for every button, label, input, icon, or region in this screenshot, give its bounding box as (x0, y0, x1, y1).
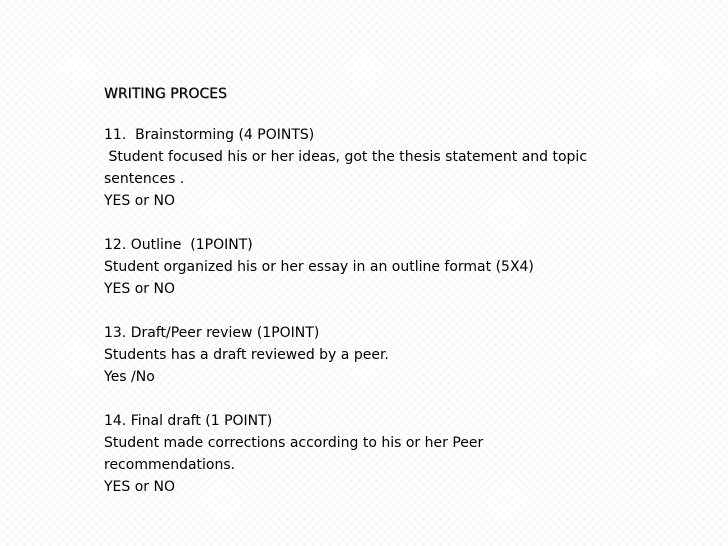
spacer (104, 212, 704, 234)
section-answer-brainstorming: YES or NO (104, 193, 175, 209)
section-heading-brainstorming: 11. Brainstorming (4 POINTS) (104, 127, 315, 143)
section-description-brainstorming-1: Student focused his or her ideas, got the thesis statement and topic (104, 149, 588, 165)
section-description-brainstorming-2: sentences . (104, 171, 185, 187)
spacer (104, 300, 704, 322)
section-description-draft-peer-review: Students has a draft reviewed by a peer. (104, 347, 389, 363)
section-answer-final-draft: YES or NO (104, 479, 175, 495)
section-description-final-draft-1: Student made corrections according to his or her Peer (104, 435, 484, 451)
spacer (104, 388, 704, 410)
section-heading-outline: 12. Outline (1POINT) (104, 237, 253, 253)
section-answer-outline: YES or NO (104, 281, 175, 297)
section-description-outline: Student organized his or her essay in an outline format (5X4) (104, 259, 534, 275)
section-answer-draft-peer-review: Yes /No (104, 369, 155, 385)
section-heading-final-draft: 14. Final draft (1 POINT) (104, 413, 273, 429)
slide-body (104, 124, 704, 498)
section-description-final-draft-2: recommendations. (104, 457, 236, 473)
section-heading-draft-peer-review: 13. Draft/Peer review (1POINT) (104, 325, 320, 341)
slide-title: WRITING PROCES (104, 86, 227, 102)
